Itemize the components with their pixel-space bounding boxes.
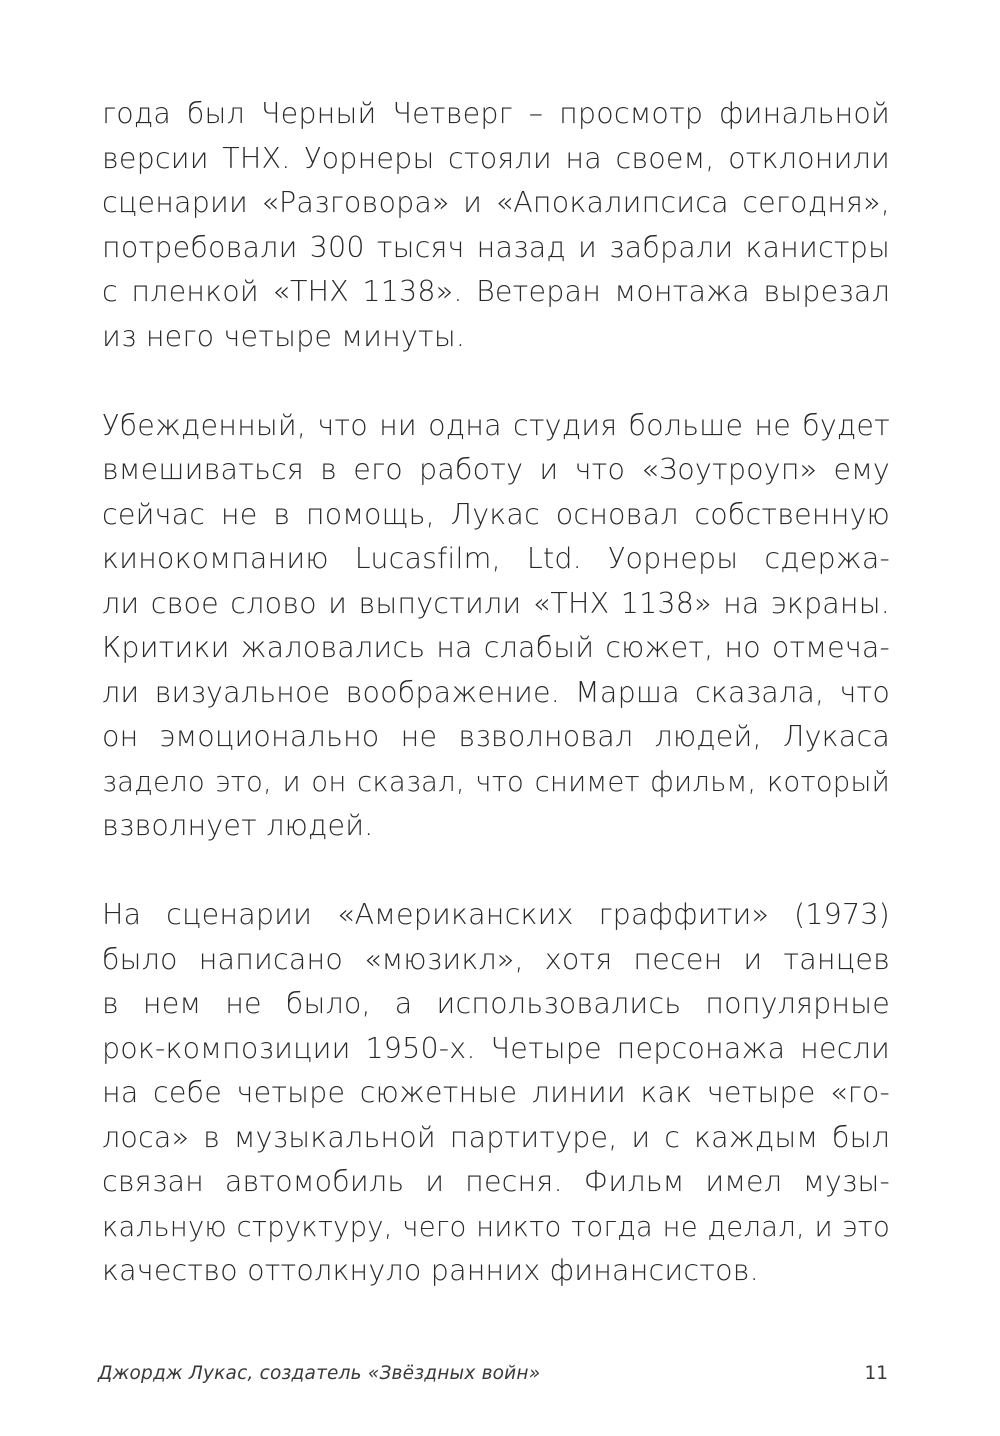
text-line: На сценарии «Американских граффити» (1973) — [102, 898, 890, 931]
page-body — [102, 92, 890, 1294]
paragraph-1 — [102, 92, 890, 359]
text-line: Критики жаловались на слабый сюжет, но отмеча- — [102, 631, 890, 664]
text-line: на себе четыре сюжетные линии как четыре «го- — [102, 1076, 890, 1109]
text-line: сейчас не в помощь, Лукас основал собственную — [102, 497, 890, 531]
text-line: в нем не было, а использовались популярные — [102, 987, 890, 1020]
text-line: рок-композиции 1950-х. Четыре персонажа несли — [102, 1031, 890, 1065]
text-line: из него четыре минуты. — [102, 319, 466, 353]
paragraph-2 — [102, 404, 890, 849]
text-line: сценарии «Разговора» и «Апокалипсиса сегодня», — [102, 186, 890, 219]
text-line: кинокомпанию Lucasfilm, Ltd. Уорнеры сдержа- — [102, 542, 890, 575]
text-line: Убежденный, что ни одна студия больше не будет — [102, 408, 890, 442]
text-line: было написано «мюзикл», хотя песен и танцев — [102, 942, 890, 976]
paragraph-3 — [102, 893, 890, 1294]
text-line: лоса» в музыкальной партитуре, и с каждым был — [102, 1120, 890, 1154]
text-line: ли визуальное воображение. Марша сказала, что — [102, 675, 890, 709]
text-line: ли свое слово и выпустили «ТНХ 1138» на экраны. — [102, 586, 890, 620]
text-line: потребовали 300 тысяч назад и забрали канистры — [102, 230, 890, 264]
text-line: качество оттолкнуло ранних финансистов. — [102, 1254, 759, 1287]
text-line: версии ТНХ. Уорнеры стояли на своем, отклонили — [102, 141, 890, 175]
text-line: взволнует людей. — [102, 809, 374, 842]
text-line: он эмоционально не взволновал людей, Лукаса — [102, 720, 890, 753]
text-line: задело это, и он сказал, что снимет фильм, который — [102, 765, 890, 798]
page-number: 11 — [864, 1363, 888, 1384]
text-line: с пленкой «ТНХ 1138». Ветеран монтажа вырезал — [102, 275, 890, 308]
text-line: года был Черный Четверг – просмотр финальной — [102, 97, 890, 130]
text-line: связан автомобиль и песня. Фильм имел музы- — [102, 1165, 890, 1198]
running-title: Джордж Лукас, создатель «Звёздных войн» — [98, 1363, 541, 1384]
text-line: кальную структуру, чего никто тогда не делал, и это — [102, 1210, 890, 1243]
text-line: вмешиваться в его работу и что «Зоутроуп» ему — [102, 453, 890, 486]
page-footer — [98, 1363, 888, 1393]
